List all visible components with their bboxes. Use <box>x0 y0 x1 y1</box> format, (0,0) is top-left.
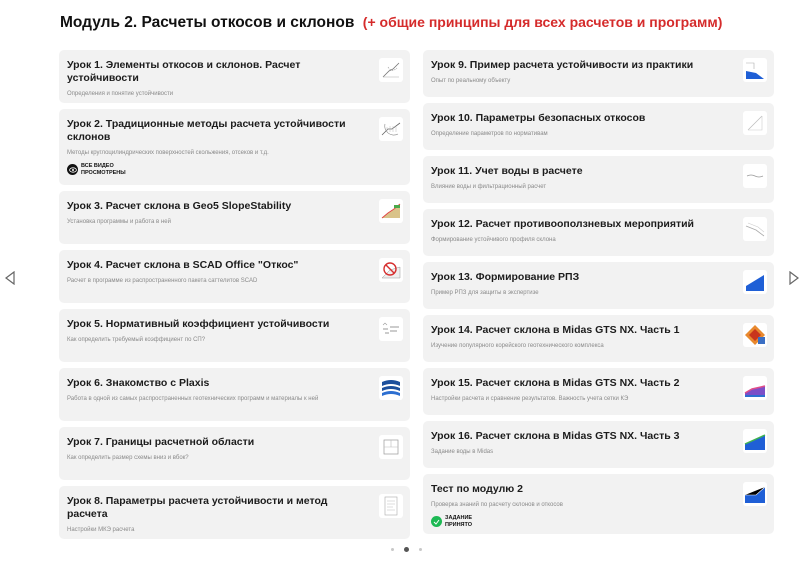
lesson-title: Урок 15. Расчет склона в Midas GTS NX. Часть 2 <box>431 377 680 389</box>
formula-thumbnail-icon <box>379 317 403 341</box>
lesson-title: Урок 9. Пример расчета устойчивости из практики <box>431 59 694 71</box>
task-accepted-badge <box>431 515 734 528</box>
lesson-title: Урок 1. Элементы откосов и склонов. Расчет устойчивости <box>67 59 301 84</box>
module-subtitle: (+ общие принципы для всех расчетов и программ) <box>362 14 723 30</box>
lesson-description: Формирование устойчивого профиля склона <box>431 237 556 243</box>
lesson-card-13[interactable] <box>423 262 774 309</box>
page-dot-2-active[interactable] <box>404 547 409 552</box>
lesson-description: Установка программы и работа в ней <box>67 219 171 225</box>
lesson-card-2[interactable] <box>59 109 410 185</box>
lesson-card-16[interactable] <box>423 421 774 468</box>
settings-dialog-thumbnail-icon <box>379 494 403 518</box>
page-dot-1[interactable] <box>391 548 394 551</box>
badge-label: ВСЕ ВИДЕО ПРОСМОТРЕНЫ <box>81 163 126 176</box>
lesson-description: Настройки МКЭ расчета <box>67 527 135 533</box>
eye-icon <box>67 164 78 175</box>
lesson-title: Урок 16. Расчет склона в Midas GTS NX. Часть 3 <box>431 430 680 442</box>
lesson-title: Урок 11. Учет воды в расчете <box>431 165 583 177</box>
lesson-card-6[interactable] <box>59 368 410 421</box>
lesson-title: Урок 7. Границы расчетной области <box>67 436 255 448</box>
lesson-title: Урок 14. Расчет склона в Midas GTS NX. Часть 1 <box>431 324 680 336</box>
page-dot-3[interactable] <box>419 548 422 551</box>
lesson-card-1[interactable] <box>59 50 410 103</box>
plaxis-logo-icon <box>379 376 403 400</box>
carousel-next-arrow-icon[interactable] <box>788 271 800 285</box>
lesson-card-7[interactable] <box>59 427 410 480</box>
midas-water-thumbnail-icon <box>743 429 767 453</box>
retaining-measures-thumbnail-icon <box>743 217 767 241</box>
midas-logo-icon <box>743 323 767 347</box>
water-line-thumbnail-icon <box>743 164 767 188</box>
lesson-description: Настройки расчета и сравнение результатов. Важность учета сетки КЭ <box>431 396 629 402</box>
midas-results-thumbnail-icon <box>743 376 767 400</box>
lesson-description: Влияние воды и фильтрационный расчет <box>431 184 547 190</box>
lesson-title: Тест по модулю 2 <box>431 483 523 495</box>
lesson-title: Урок 12. Расчет противооползневых мероприятий <box>431 218 694 230</box>
rpz-model-thumbnail-icon <box>743 270 767 294</box>
lesson-card-14[interactable] <box>423 315 774 362</box>
lesson-title: Урок 8. Параметры расчета устойчивости и метод расчета <box>67 495 328 520</box>
lesson-card-12[interactable] <box>423 209 774 256</box>
lesson-title: Урок 2. Традиционные методы расчета устойчивости склонов <box>67 118 346 143</box>
badge-label: ЗАДАНИЕ ПРИНЯТО <box>445 515 473 528</box>
lesson-title: Урок 10. Параметры безопасных откосов <box>431 112 646 124</box>
lesson-card-3[interactable] <box>59 191 410 244</box>
lesson-card-11[interactable] <box>423 156 774 203</box>
lesson-description: Определения и понятие устойчивости <box>67 91 174 97</box>
lesson-title: Урок 13. Формирование РПЗ <box>431 271 580 283</box>
lesson-title: Урок 4. Расчет склона в SCAD Office "Откос" <box>67 259 299 271</box>
module-header <box>60 14 760 36</box>
carousel-prev-arrow-icon[interactable] <box>4 271 16 285</box>
module-test-card[interactable] <box>423 474 774 534</box>
lesson-card-4[interactable] <box>59 250 410 303</box>
scad-slope-thumbnail-icon <box>379 258 403 282</box>
module-title: Модуль 2. Расчеты откосов и склонов <box>60 14 355 31</box>
slip-circle-thumbnail-icon <box>379 117 403 141</box>
videos-watched-badge <box>67 163 370 176</box>
practice-slope-thumbnail-icon <box>743 58 767 82</box>
lesson-card-15[interactable] <box>423 368 774 415</box>
lesson-card-8[interactable] <box>59 486 410 539</box>
lessons-right-column <box>423 50 774 540</box>
lesson-description: Методы круглоцилиндрических поверхностей скольжения, отсеков и т.д. <box>67 150 269 156</box>
lesson-description: Задание воды в Midas <box>431 449 494 455</box>
lesson-description: Изучение популярного корейского геотехнического комплекса <box>431 343 604 349</box>
lesson-card-10[interactable] <box>423 103 774 150</box>
lesson-description: Как определить требуемый коэффициент по СП? <box>67 337 206 343</box>
lesson-description: Проверка знаний по расчету склонов и откосов <box>431 502 563 508</box>
lesson-description: Расчет в программе из распространенного пакета саттелитов SCAD <box>67 278 258 284</box>
carousel-pagination <box>386 547 427 552</box>
geo5-slope-thumbnail-icon <box>379 199 403 223</box>
lesson-card-5[interactable] <box>59 309 410 362</box>
lesson-description: Определение параметров по нормативам <box>431 131 548 137</box>
lesson-card-9[interactable] <box>423 50 774 97</box>
test-thumbnail-icon <box>743 482 767 506</box>
lesson-description: Опыт по реальному объекту <box>431 78 511 84</box>
lesson-title: Урок 6. Знакомство с Plaxis <box>67 377 210 389</box>
lesson-description: Работа в одной из самых распространенных геотехнических программ и материалы к ней <box>67 396 319 402</box>
safe-slope-table-thumbnail-icon <box>743 111 767 135</box>
slope-sketch-thumbnail-icon <box>379 58 403 82</box>
lesson-description: Как определить размер схемы вниз и вбок? <box>67 455 189 461</box>
lesson-description: Пример РПЗ для защиты в экспертизе <box>431 290 539 296</box>
lessons-left-column <box>59 50 410 545</box>
boundary-scheme-thumbnail-icon <box>379 435 403 459</box>
lesson-title: Урок 5. Нормативный коэффициент устойчивости <box>67 318 330 330</box>
lesson-title: Урок 3. Расчет склона в Geo5 SlopeStability <box>67 200 292 212</box>
check-icon <box>431 516 442 527</box>
